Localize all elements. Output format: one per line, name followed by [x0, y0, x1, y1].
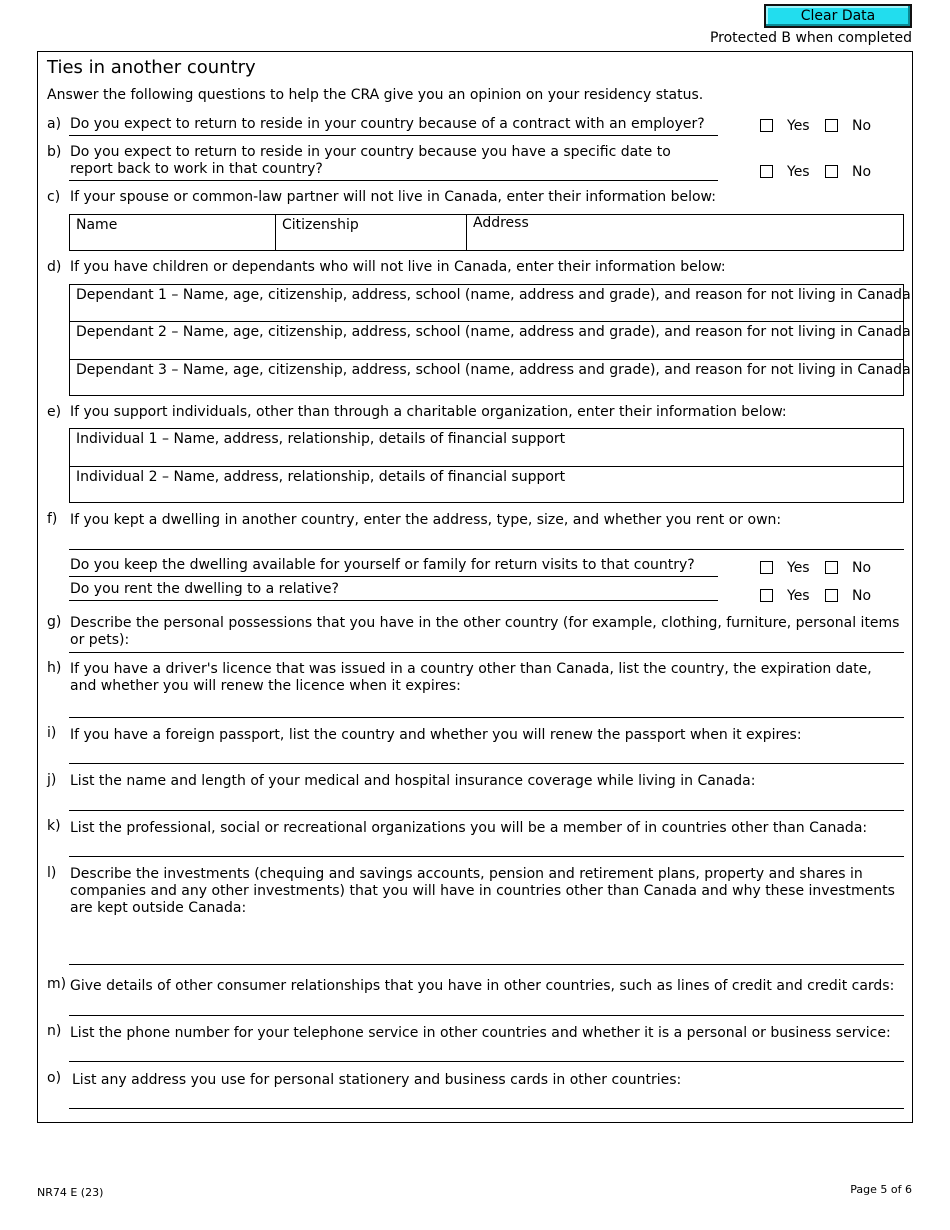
question-k-answer-line[interactable]: [69, 856, 904, 857]
question-o-answer-line[interactable]: [69, 1108, 904, 1109]
section-intro: Answer the following questions to help the CRA give you an opinion on your residency status.: [47, 87, 704, 103]
clear-data-button[interactable]: Clear Data: [764, 4, 912, 28]
question-m-letter: m): [47, 976, 67, 992]
individuals-table: [69, 428, 904, 503]
question-l-answer-line[interactable]: [69, 964, 904, 965]
question-g-text: Describe the personal possessions that you have in the other country (for example, clothing, furniture, personal items or pets):: [70, 615, 900, 648]
dependant-3-cell[interactable]: [70, 360, 911, 395]
dependant-2-label: Dependant 2 – Name, age, citizenship, address, school (name, address and grade), and reason for not living in Canada: [76, 324, 911, 340]
question-a-yes-checkbox[interactable]: [760, 119, 773, 132]
question-l-letter: l): [47, 865, 57, 881]
question-g-answer-line[interactable]: [69, 652, 904, 653]
page-number: Page 5 of 6: [850, 1183, 912, 1196]
question-a-text: Do you expect to return to reside in your country because of a contract with an employer?: [70, 116, 705, 132]
yes-label: Yes: [787, 118, 810, 134]
question-m-text: Give details of other consumer relationships that you have in other countries, such as lines of credit and credit cards:: [70, 978, 895, 994]
individual-2-label: Individual 2 – Name, address, relationship, details of financial support: [76, 469, 566, 485]
question-f-answer-line[interactable]: [69, 549, 904, 550]
question-f-text: If you kept a dwelling in another country, enter the address, type, size, and whether you rent or own:: [70, 512, 782, 528]
spouse-citizenship-label: Citizenship: [282, 217, 359, 233]
question-f-sub1-no-checkbox[interactable]: [825, 561, 838, 574]
question-l-text: Describe the investments (chequing and savings accounts, pension and retirement plans, property and shares in companies and any other investments) that you will have in countries other than Canada and why these investments are kept outside Canada:: [70, 866, 895, 916]
question-f-sub2-underline: [69, 600, 718, 601]
question-a-underline: [69, 135, 718, 136]
question-j-answer-line[interactable]: [69, 810, 904, 811]
question-b-text: Do you expect to return to reside in your country because you have a specific date to report back to work in that country?: [70, 144, 671, 177]
spouse-name-label: Name: [76, 217, 118, 233]
question-m-answer-line[interactable]: [69, 1015, 904, 1016]
no-label: No: [852, 118, 872, 134]
question-h-text: If you have a driver's licence that was issued in a country other than Canada, list the country, the expiration date, and whether you will renew the licence when it expires:: [70, 661, 872, 694]
no-label: No: [852, 164, 872, 180]
question-e-text: If you support individuals, other than through a charitable organization, enter their information below:: [70, 404, 787, 420]
question-f-sub2-text: Do you rent the dwelling to a relative?: [70, 581, 339, 597]
dependant-1-cell[interactable]: [70, 285, 911, 322]
individual-1-label: Individual 1 – Name, address, relationship, details of financial support: [76, 431, 566, 447]
question-k-text: List the professional, social or recreational organizations you will be a member of in countries other than Canada:: [70, 820, 868, 836]
question-f-sub1-yes-checkbox[interactable]: [760, 561, 773, 574]
question-j-text: List the name and length of your medical and hospital insurance coverage while living in Canada:: [70, 773, 756, 789]
question-f-sub1-text: Do you keep the dwelling available for yourself or family for return visits to that country?: [70, 557, 695, 573]
question-h-letter: h): [47, 660, 62, 676]
question-e-letter: e): [47, 404, 62, 420]
dependant-1-label: Dependant 1 – Name, age, citizenship, address, school (name, address and grade), and reason for not living in Canada: [76, 287, 911, 303]
spouse-address-label: Address: [473, 215, 529, 231]
question-c-letter: c): [47, 189, 61, 205]
question-b-underline: [69, 180, 718, 181]
question-f-sub1-underline: [69, 576, 718, 577]
question-j-letter: j): [47, 772, 57, 788]
no-label: No: [852, 560, 872, 576]
spouse-address-cell[interactable]: [467, 215, 903, 250]
question-c-text: If your spouse or common-law partner will not live in Canada, enter their information below:: [70, 189, 716, 205]
question-b-no-checkbox[interactable]: [825, 165, 838, 178]
question-i-letter: i): [47, 725, 57, 741]
question-h-answer-line[interactable]: [69, 717, 904, 718]
yes-label: Yes: [787, 560, 810, 576]
dependants-table: [69, 284, 911, 396]
question-k-letter: k): [47, 818, 61, 834]
form-id: NR74 E (23): [37, 1186, 104, 1199]
yes-label: Yes: [787, 164, 810, 180]
question-n-letter: n): [47, 1023, 62, 1039]
dependant-3-label: Dependant 3 – Name, age, citizenship, address, school (name, address and grade), and reason for not living in Canada: [76, 362, 911, 378]
protected-label: Protected B when completed: [709, 30, 912, 46]
individual-1-cell[interactable]: [70, 429, 903, 467]
question-a-no-checkbox[interactable]: [825, 119, 838, 132]
question-i-text: If you have a foreign passport, list the country and whether you will renew the passport when it expires:: [70, 727, 802, 743]
question-b-letter: b): [47, 144, 62, 160]
no-label: No: [852, 588, 872, 604]
question-b-yes-checkbox[interactable]: [760, 165, 773, 178]
question-d-letter: d): [47, 259, 62, 275]
question-o-text: List any address you use for personal stationery and business cards in other countries:: [72, 1072, 682, 1088]
yes-label: Yes: [787, 588, 810, 604]
question-f-sub2-no-checkbox[interactable]: [825, 589, 838, 602]
question-f-letter: f): [47, 511, 58, 527]
question-n-text: List the phone number for your telephone service in other countries and whether it is a personal or business service:: [70, 1025, 891, 1041]
individual-2-cell[interactable]: [70, 467, 903, 502]
section-title: Ties in another country: [47, 57, 256, 78]
question-o-letter: o): [47, 1070, 62, 1086]
dependant-2-cell[interactable]: [70, 322, 911, 360]
spouse-table: [69, 214, 904, 251]
question-a-letter: a): [47, 116, 62, 132]
question-i-answer-line[interactable]: [69, 763, 904, 764]
spouse-citizenship-cell[interactable]: [276, 215, 467, 250]
question-n-answer-line[interactable]: [69, 1061, 904, 1062]
question-f-sub2-yes-checkbox[interactable]: [760, 589, 773, 602]
question-g-letter: g): [47, 614, 62, 630]
question-d-text: If you have children or dependants who will not live in Canada, enter their information below:: [70, 259, 726, 275]
spouse-name-cell[interactable]: [70, 215, 276, 250]
